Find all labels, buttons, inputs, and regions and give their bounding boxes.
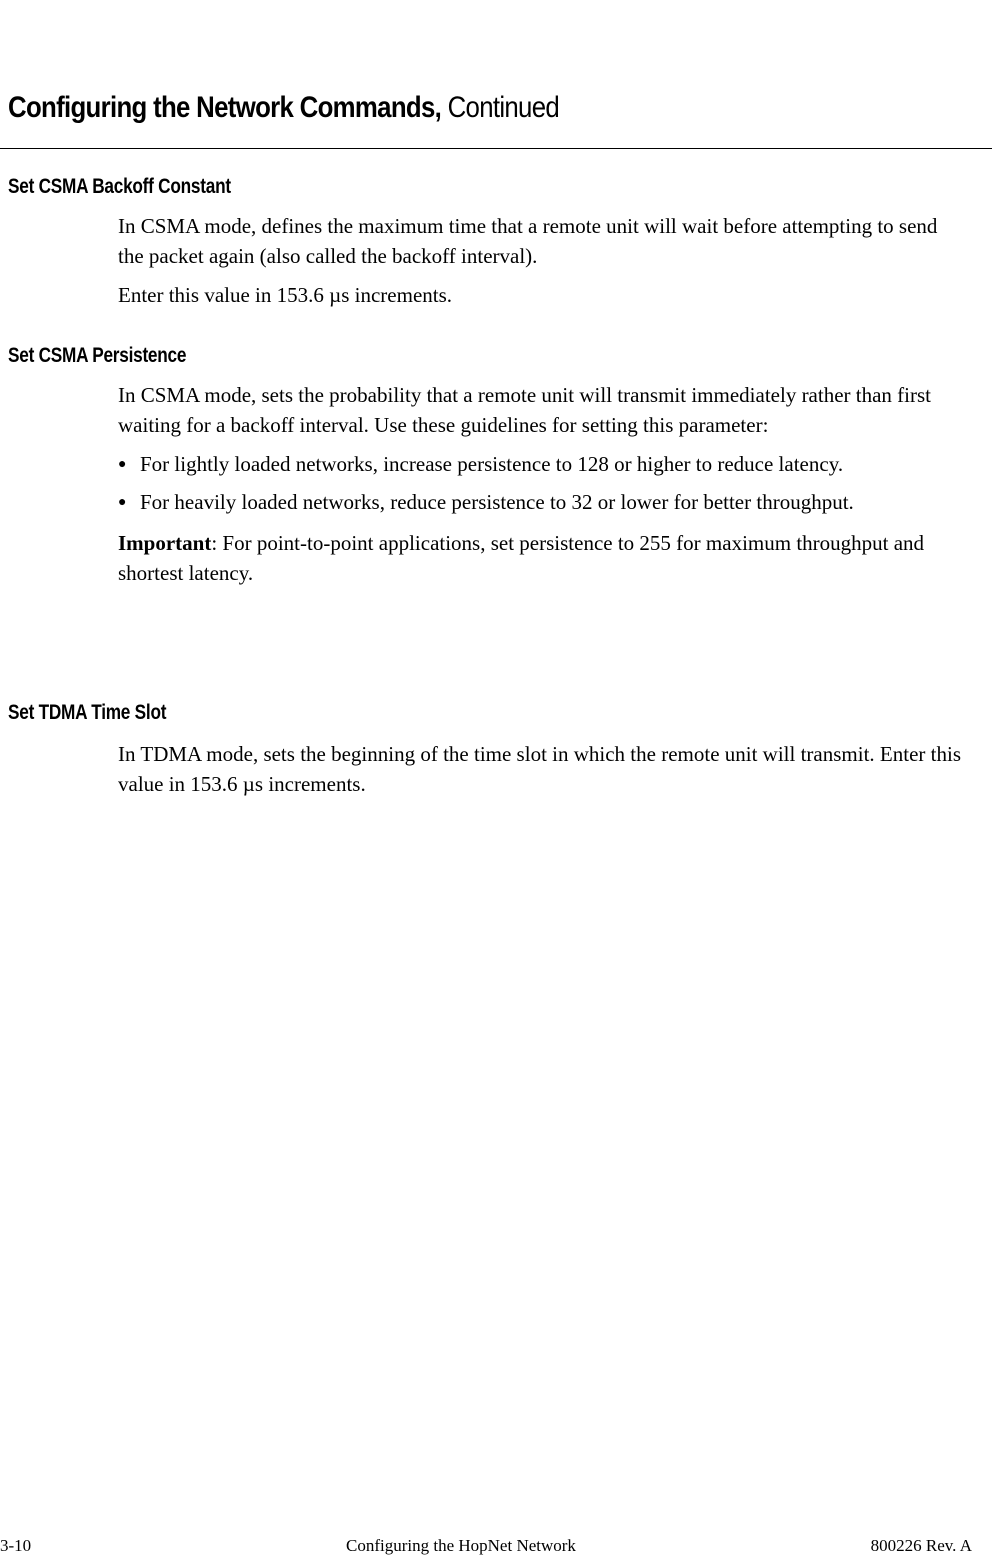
page-title-main: Configuring the Network Commands, — [8, 91, 442, 124]
section-heading-csma-backoff: Set CSMA Backoff Constant — [8, 175, 231, 198]
paragraph: In CSMA mode, defines the maximum time that a remote unit will wait before attempting to send the packet again (also called the backoff interval). — [118, 214, 938, 268]
footer-doc-revision: 800226 Rev. A — [870, 1536, 972, 1555]
paragraph: In TDMA mode, sets the beginning of the time slot in which the remote unit will transmit. Enter this value in 153.6 µs increments. — [118, 742, 961, 796]
important-label: Important — [118, 531, 212, 555]
bullet-icon: ● — [118, 494, 127, 510]
title-divider — [0, 148, 992, 149]
important-text: : For point-to-point applications, set persistence to 255 for maximum throughput and shortest latency. — [118, 531, 925, 585]
section-heading-csma-persistence: Set CSMA Persistence — [8, 344, 187, 367]
list-item — [118, 488, 963, 518]
important-note — [118, 529, 963, 588]
bullet-icon: ● — [118, 457, 127, 472]
section-heading-tdma-time-slot: Set TDMA Time Slot — [8, 701, 167, 724]
list-item-text: For lightly loaded networks, increase persistence to 128 or higher to reduce latency. — [140, 452, 844, 476]
footer-page-number: 3-10 — [0, 1536, 32, 1555]
page-title-continued: Continued — [441, 91, 560, 124]
page-title — [8, 86, 559, 130]
paragraph: In CSMA mode, sets the probability that a remote unit will transmit immediately rather than first waiting for a backoff interval. Use these guidelines for setting this parameter: — [118, 383, 932, 437]
list-item-text: For heavily loaded networks, reduce persistence to 32 or lower for better throughput. — [140, 489, 854, 514]
guideline-list — [118, 450, 963, 517]
footer-chapter-title: Configuring the HopNet Network — [346, 1536, 576, 1555]
section-body-csma-persistence — [118, 381, 963, 588]
section-body-tdma-time-slot — [118, 740, 963, 799]
list-item — [118, 450, 963, 480]
section-body-csma-backoff — [118, 212, 963, 311]
paragraph: Enter this value in 153.6 µs increments. — [118, 283, 453, 307]
